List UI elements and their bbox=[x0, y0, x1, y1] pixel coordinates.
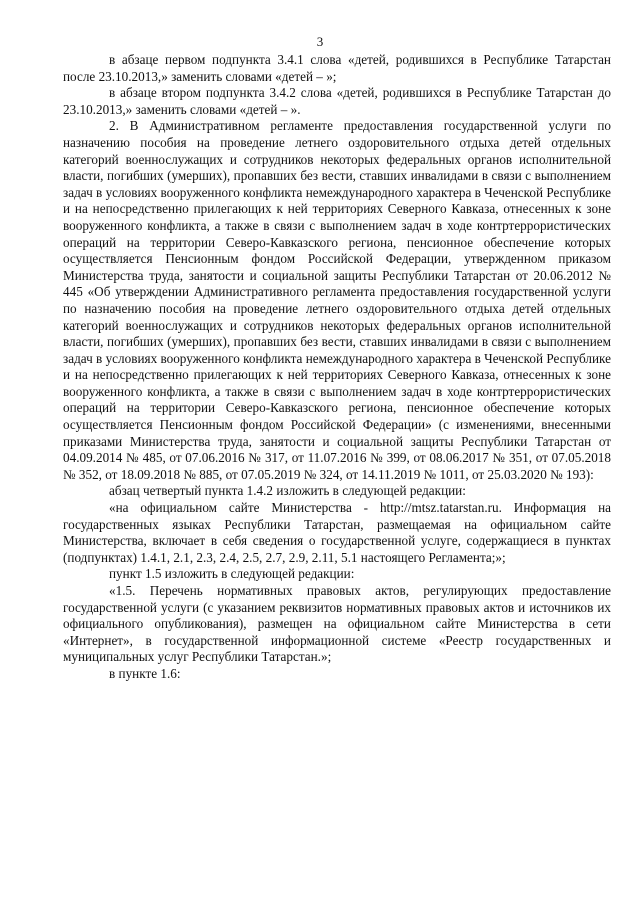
paragraph-8: в пункте 1.6: bbox=[109, 665, 181, 681]
paragraph-5: «на официальном сайте Министерства - http://mtsz.tatarstan.ru. Информация на государственных языках Республики Татарстан, размещаемая на официальном сайте Министерства, включает в себя сведения о государственной услуге, содержащиеся в пунктах (подпунктах) 1.4.1, 2.1, 2.3, 2.4, 2.5, 2.7, 2.9, 2.11, 5.1 настоящего Регламента;»; bbox=[63, 500, 611, 565]
paragraph-7: «1.5. Перечень нормативных правовых актов, регулирующих предоставление государственной услуги (с указанием реквизитов нормативных правовых актов и источников их официального опубликования), размещен на официальном сайте Министерства в сети «Интернет», в государственной информационной системе «Реестр государственных и муниципальных услуг Республики Татарстан.»; bbox=[63, 583, 611, 665]
paragraph-2: в абзаце втором подпункта 3.4.2 слова «детей, родившихся в Республике Татарстан до 23.10.2013,» заменить словами «детей – ». bbox=[63, 85, 611, 117]
paragraph-1: в абзаце первом подпункта 3.4.1 слова «детей, родившихся в Республике Татарстан после 23.10.2013,» заменить словами «детей – »; bbox=[63, 52, 611, 84]
page-number: 3 bbox=[316, 34, 324, 49]
paragraph-4: абзац четвертый пункта 1.4.2 изложить в следующей редакции: bbox=[109, 483, 466, 499]
paragraph-6: пункт 1.5 изложить в следующей редакции: bbox=[109, 566, 355, 582]
paragraph-3: 2. В Административном регламенте предоставления государственной услуги по назначению пособия на проведение летнего оздоровительного отдыха детей отдельных категорий военнослужащих и сотрудников некоторых федеральных органов исполнительной власти, погибших (умерших), пропавших без вести, ставших инвалидами в связи с выполнением задач в условиях вооруженного конфликта немеждународного характера в Чеченской Республике и на непосредственно прилегающих к ней территориях Северного Кавказа, отнесенных к зоне вооруженного конфликта, а также в связи с выполнением задач в ходе контртеррористических операций на территории Северо-Кавказского региона, пенсионное обеспечение которых осуществляется Пенсионным фондом Российской Федерации, утвержденном приказом Министерства труда, занятости и социальной защиты Республики Татарстан от 20.06.2012 № 445 «Об утверждении Административного регламента предоставления государственной услуги по назначению пособия на проведение летнего оздоровительного отдыха детей отдельных категорий военнослужащих и сотрудников некоторых федеральных органов исполнительной власти, погибших (умерших), пропавших без вести, ставших инвалидами в связи с выполнением задач в условиях вооруженного конфликта немеждународного характера в Чеченской Республике и на непосредственно прилегающих к ней территориях Северного Кавказа, отнесенных к зоне вооруженного конфликта, а также в связи с выполнением задач в ходе контртеррористических операций на территории Северо-Кавказского региона, пенсионное обеспечение которых осуществляется Пенсионным фондом Российской Федерации» (с изменениями, внесенными приказами Министерства труда, занятости и социальной защиты Республики Татарстан от 04.09.2014 № 485, от 07.06.2016 № 317, от 11.07.2016 № 399, от 08.06.2017 № 351, от 07.05.2018 № 352, от 18.09.2018 № 885, от 07.05.2019 № 324, от 14.11.2019 № 1011, от 25.03.2020 № 193): bbox=[63, 118, 611, 482]
document-body bbox=[63, 52, 611, 683]
